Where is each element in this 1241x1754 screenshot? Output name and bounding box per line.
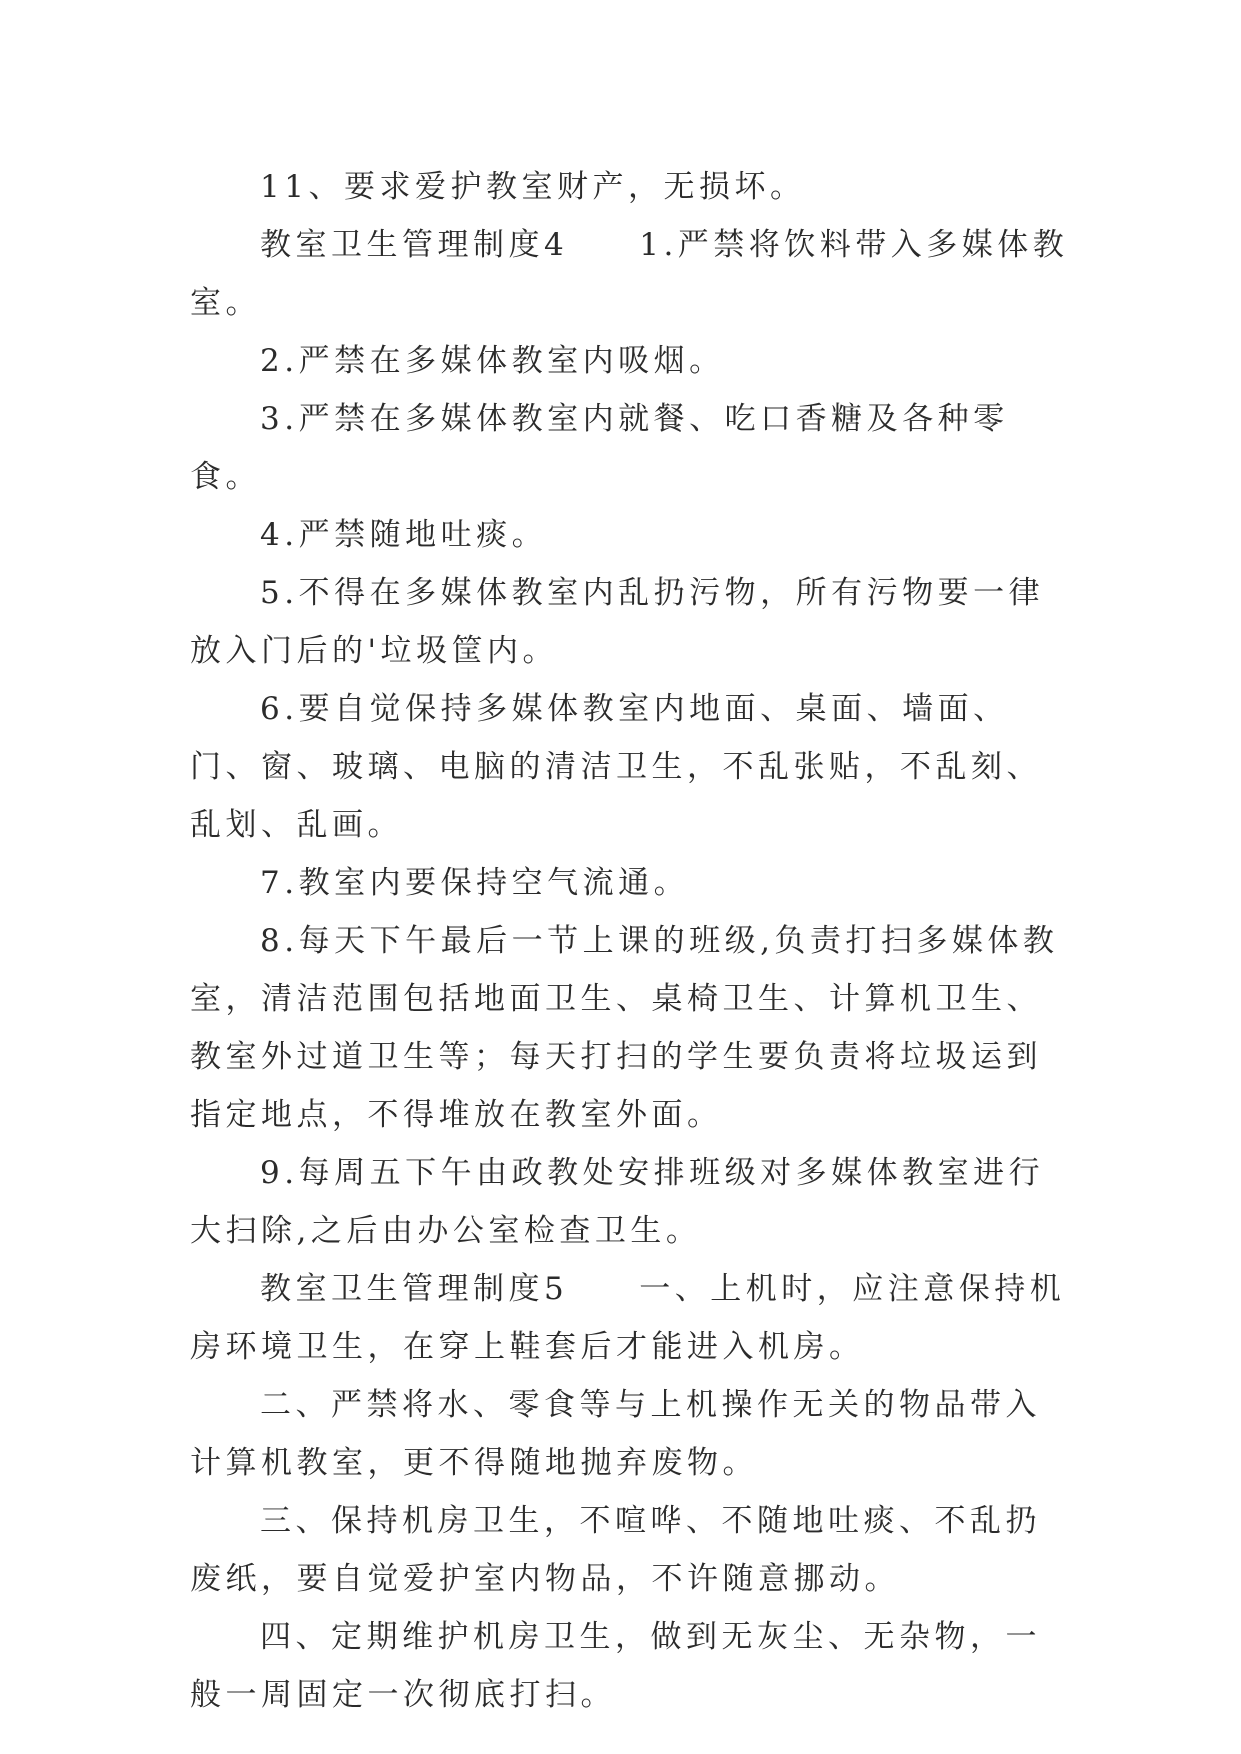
paragraph-2: 教室卫生管理制度4 1.严禁将饮料带入多媒体教室。 xyxy=(190,227,1069,321)
paragraph-14: 四、定期维护机房卫生，做到无灰尘、无杂物，一般一周固定一次彻底打扫。 xyxy=(190,1619,1041,1713)
paragraph-3: 2.严禁在多媒体教室内吸烟。 xyxy=(260,343,725,379)
paragraph-12: 二、严禁将水、零食等与上机操作无关的物品带入计算机教室，更不得随地抛弃废物。 xyxy=(190,1387,1041,1481)
paragraph-7: 6.要自觉保持多媒体教室内地面、桌面、墙面、门、窗、玻璃、电脑的清洁卫生，不乱张贴，不乱刻、乱划、乱画。 xyxy=(190,691,1042,843)
paragraph-11: 教室卫生管理制度5 一、上机时，应注意保持机房环境卫生，在穿上鞋套后才能进入机房。 xyxy=(190,1271,1066,1365)
paragraph-4: 3.严禁在多媒体教室内就餐、吃口香糖及各种零食。 xyxy=(190,401,1009,495)
paragraph-8: 7.教室内要保持空气流通。 xyxy=(260,865,690,901)
paragraph-1: 11、要求爱护教室财产，无损坏。 xyxy=(260,169,806,205)
paragraph-9: 8.每天下午最后一节上课的班级,负责打扫多媒体教室，清洁范围包括地面卫生、桌椅卫生、计算机卫生、教室外过道卫生等；每天打扫的学生要负责将垃圾运到指定地点，不得堆放在教室外面。 xyxy=(190,923,1059,1133)
paragraph-5: 4.严禁随地吐痰。 xyxy=(260,517,548,553)
paragraph-10: 9.每周五下午由政教处安排班级对多媒体教室进行大扫除,之后由办公室检查卫生。 xyxy=(190,1155,1045,1249)
document-body xyxy=(190,158,1070,1724)
paragraph-13: 三、保持机房卫生，不喧哗、不随地吐痰、不乱扔废纸，要自觉爱护室内物品，不许随意挪动。 xyxy=(190,1503,1041,1597)
paragraph-6: 5.不得在多媒体教室内乱扔污物，所有污物要一律放入门后的'垃圾筐内。 xyxy=(190,575,1045,669)
